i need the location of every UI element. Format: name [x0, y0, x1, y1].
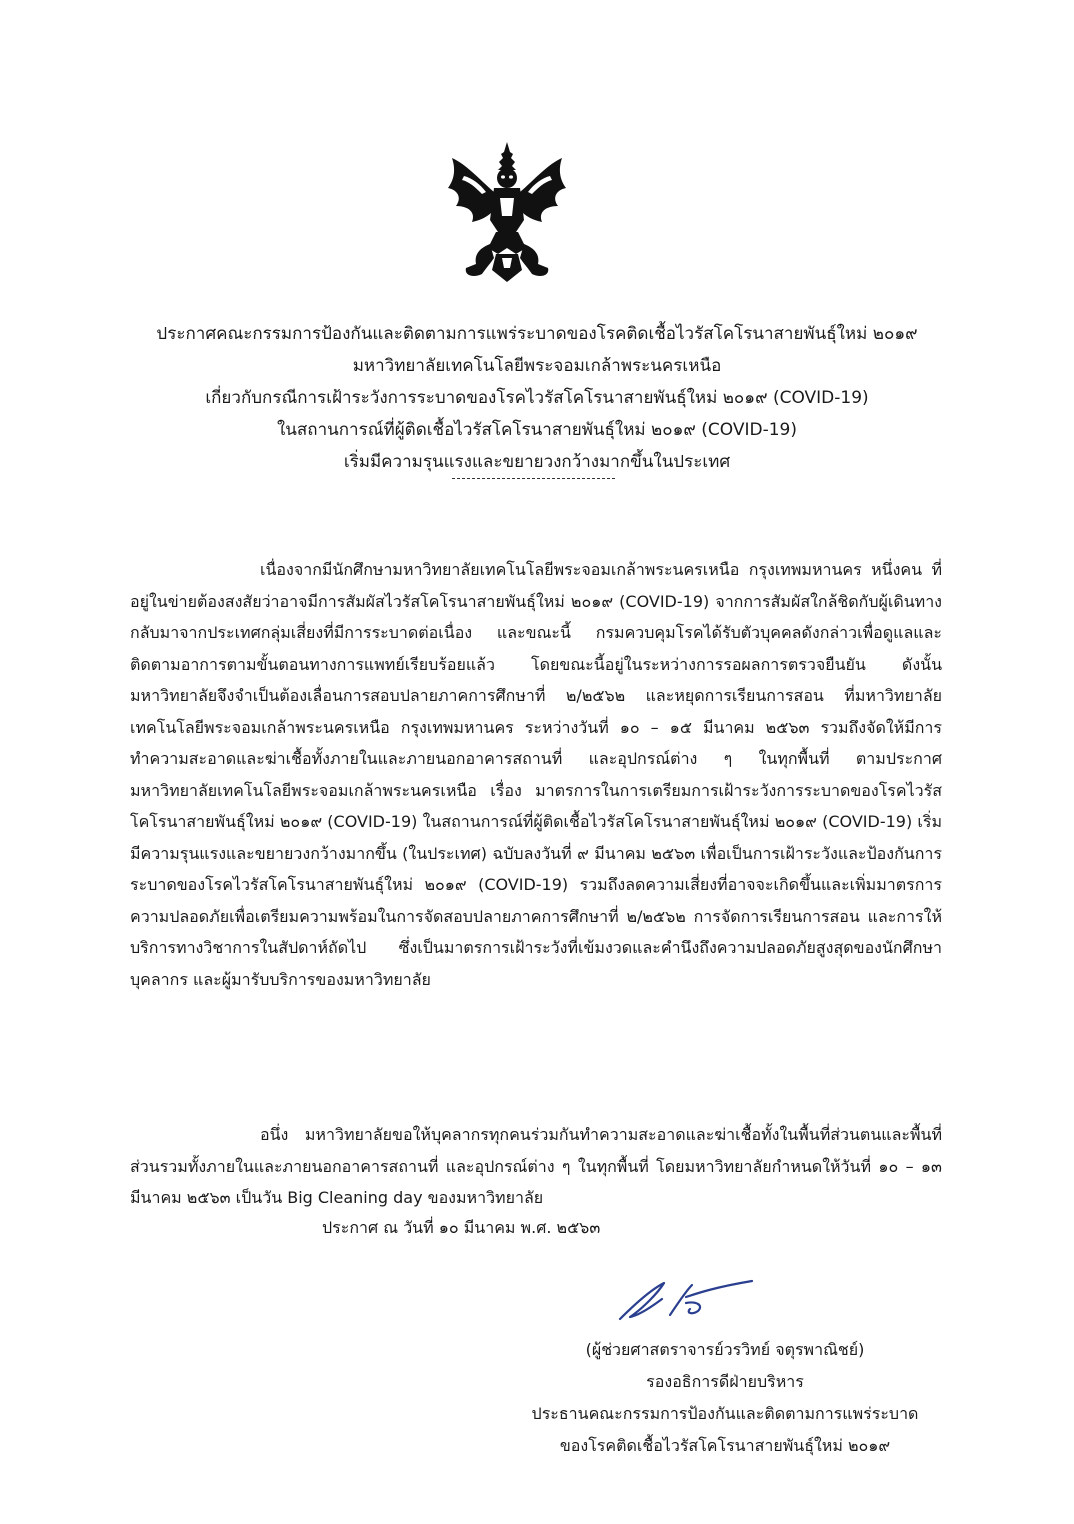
title-divider: [452, 478, 615, 479]
handwritten-signature: [612, 1275, 762, 1325]
title-line-2: มหาวิทยาลัยเทคโนโลยีพระจอมเกล้าพระนครเหนือ: [352, 356, 722, 376]
body-paragraph-2: อนึ่ง มหาวิทยาลัยขอให้บุคลากรทุกคนร่วมกันทำความสะอาดและฆ่าเชื้อทั้งในพื้นที่ส่วนตนและพื้นที่ส่วนรวมทั้งภายในและภายนอกอาคารสถานที่ และอุปกรณ์ต่าง ๆ ในทุกพื้นที่ โดยมหาวิทยาลัยกำหนดให้วันที่ ๑๐ – ๑๓ มีนาคม ๒๕๖๓ เป็นวัน Big Cleaning day ของมหาวิทยาลัย: [130, 1125, 942, 1207]
garuda-emblem-icon: [446, 140, 568, 290]
announcement-date: ประกาศ ณ วันที่ ๑๐ มีนาคม พ.ศ. ๒๕๖๓: [322, 1218, 601, 1237]
signer-position-2: ประธานคณะกรรมการป้องกันและติดตามการแพร่ระบาด: [531, 1404, 919, 1423]
title-line-1: ประกาศคณะกรรมการป้องกันและติดตามการแพร่ระบาดของโรคติดเชื้อไวรัสโคโรนาสายพันธุ์ใหม่ ๒๐๑๙: [156, 324, 918, 344]
body-paragraph-1: เนื่องจากมีนักศึกษามหาวิทยาลัยเทคโนโลยีพระจอมเกล้าพระนครเหนือ กรุงเทพมหานคร หนึ่งคน ที่อยู่ในข่ายต้องสงสัยว่าอาจมีการสัมผัสไวรัสโคโรนาสายพันธุ์ใหม่ ๒๐๑๙ (COVID-19) จากการสัมผัสใกล้ชิดกับผู้เดินทางกลับมาจากประเทศกลุ่มเสี่ยงที่มีการระบาดต่อเนื่อง และขณะนี้ กรมควบคุมโรคได้รับตัวบุคคลดังกล่าวเพื่อดูแลและติดตามอาการตามขั้นตอนทางการแพทย์เรียบร้อยแล้ว โดยขณะนี้อยู่ในระหว่างการรอผลการตรวจยืนยัน ดังนั้นมหาวิทยาลัยจึงจำเป็นต้องเลื่อนการสอบปลายภาคการศึกษาที่ ๒/๒๕๖๒ และหยุดการเรียนการสอน ที่มหาวิทยาลัยเทคโนโลยีพระจอมเกล้าพระนครเหนือ กรุงเทพมหานคร ระหว่างวันที่ ๑๐ – ๑๕ มีนาคม ๒๕๖๓ รวมถึงจัดให้มีการทำความสะอาดและฆ่าเชื้อทั้งภายในและภายนอกอาคารสถานที่ และอุปกรณ์ต่าง ๆ ในทุกพื้นที่ ตามประกาศมหาวิทยาลัยเทคโนโลยีพระจอมเกล้าพระนครเหนือ เรื่อง มาตรการในการเตรียมการเฝ้าระวังการระบาดของโรคไวรัสโคโรนาสายพันธุ์ใหม่ ๒๐๑๙ (COVID-19) ในสถานการณ์ที่ผู้ติดเชื้อไวรัสโคโรนาสายพันธุ์ใหม่ ๒๐๑๙ (COVID-19) เริ่มมีความรุนแรงและขยายวงกว้างมากขึ้น (ในประเทศ) ฉบับลงวันที่ ๙ มีนาคม ๒๕๖๓ เพื่อเป็นการเฝ้าระวังและป้องกันการระบาดของโรคไวรัสโคโรนาสายพันธุ์ใหม่ ๒๐๑๙ (COVID-19) รวมถึงลดความเสี่ยงที่อาจจะเกิดขึ้นและเพิ่มมาตรการความปลอดภัยเพื่อเตรียมความพร้อมในการจัดสอบปลายภาคการศึกษาที่ ๒/๒๕๖๒ การจัดการเรียนการสอน และการให้บริการทางวิชาการในสัปดาห์ถัดไป ซึ่งเป็นมาตรการเฝ้าระวังที่เข้มงวดและคำนึงถึงความปลอดภัยสูงสุดของนักศึกษา บุคลากร และผู้มารับบริการของมหาวิทยาลัย: [130, 560, 942, 989]
signer-name: (ผู้ช่วยศาสตราจารย์วรวิทย์ จตุรพาณิชย์): [585, 1340, 865, 1359]
signer-block: [490, 1334, 960, 1462]
signer-position-3: ของโรคติดเชื้อไวรัสโคโรนาสายพันธุ์ใหม่ ๒๐๑๙: [559, 1436, 891, 1455]
announcement-title: [100, 318, 974, 478]
title-line-5: เริ่มมีความรุนแรงและขยายวงกว้างมากขึ้นในประเทศ: [343, 452, 731, 472]
signer-position-1: รองอธิการดีฝ่ายบริหาร: [646, 1372, 804, 1391]
title-line-4: ในสถานการณ์ที่ผู้ติดเชื้อไวรัสโคโรนาสายพันธุ์ใหม่ ๒๐๑๙ (COVID-19): [277, 420, 797, 440]
title-line-3: เกี่ยวกับกรณีการเฝ้าระวังการระบาดของโรคไวรัสโคโรนาสายพันธุ์ใหม่ ๒๐๑๙ (COVID-19): [205, 388, 869, 408]
